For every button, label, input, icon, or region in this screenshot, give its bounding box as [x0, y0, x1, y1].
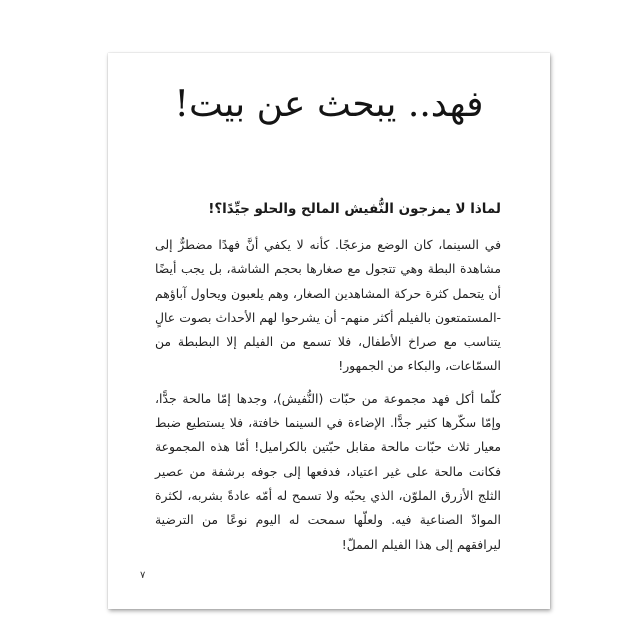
paragraph-1: في السينما، كان الوضع مزعجًا. كأنه لا يكفي أنَّ فهدًا مضطرٌّ إلى مشاهدة البطة وهي تتجول مع صغارها بحجم الشاشة، بل يجب أيضًا أن يتحمل كثرة حركة المشاهدين الصغار، وهم يلعبون ويحاول آباؤهم -المستمتعون بالفيلم أكثر منهم- أن يشرحوا لهم الأحداث بصوت عالٍ يتناسب مع صراخ الأطفال، فلا تسمع من الفيلم إلا البطبطة من السمّاعات، والبكاء من الجمهور!	[155, 237, 501, 374]
body-text	[155, 233, 501, 565]
chapter-title: فهد.. يبحث عن بيت!	[174, 84, 484, 125]
paragraph-2: كلّما أكل فهد مجموعة من حبّات (النُّفيش)، وجدها إمّا مالحة جدًّا، وإمّا سكّرها كثير جدًّا. الإضاءة في السينما خافتة، فلا يستطيع ضبط معيار ثلاث حبّات مالحة مقابل حبّتين بالكراميل! أمّا هذه المجموعة فكانت مالحة على غير اعتياد، فدفعها إلى جوفه برشفة من عصير الثلج الأزرق الملوّن، الذي يحبّه ولا تسمح له أمّه عادةً بشربه، لكثرة الموادّ الصناعية فيه. ولعلّها سمحت له اليوم نوعًا من الترضية ليرافقهم إلى هذا الفيلم المملّ!	[155, 390, 501, 552]
book-page	[108, 53, 550, 609]
page-number: ٧	[140, 570, 146, 581]
section-subtitle: لماذا لا يمزجون النُّفيش المالح والحلو جيِّدًا؟!	[208, 201, 501, 217]
